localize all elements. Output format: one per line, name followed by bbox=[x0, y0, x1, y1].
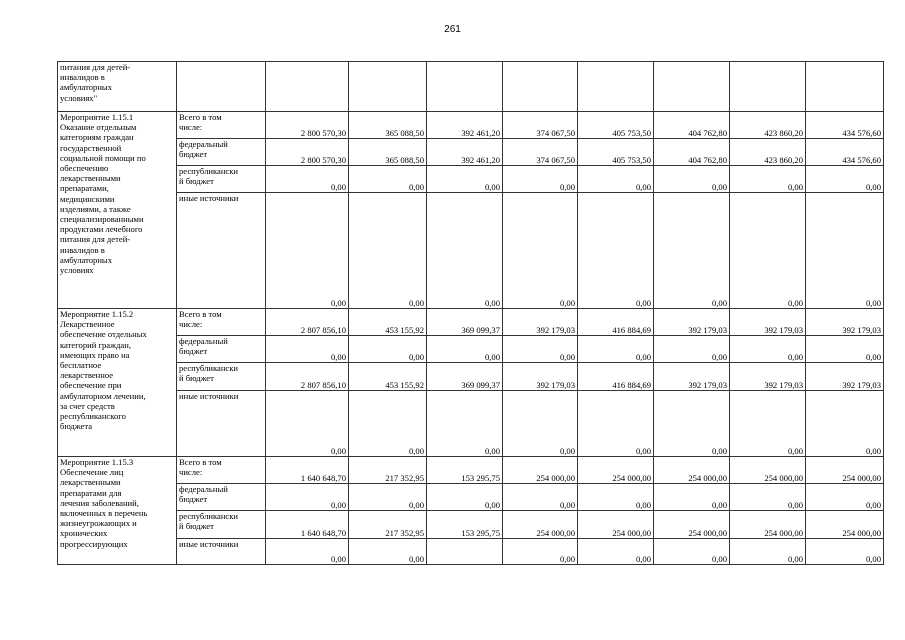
amount-cell: 0,00 bbox=[427, 336, 503, 363]
amount-cell: 1 640 648,70 bbox=[266, 511, 349, 539]
amount-cell: 392 179,03 bbox=[806, 363, 884, 391]
funding-row bbox=[58, 193, 884, 309]
funding-row bbox=[58, 112, 884, 139]
empty-cell bbox=[349, 62, 427, 112]
page-number: 261 bbox=[444, 24, 461, 35]
amount-cell: 0,00 bbox=[578, 539, 654, 565]
continuation-row bbox=[58, 62, 884, 112]
funding-source-cell: иные источники bbox=[177, 193, 266, 309]
amount-cell: 0,00 bbox=[730, 336, 806, 363]
amount-cell: 392 461,20 bbox=[427, 112, 503, 139]
amount-cell: 423 860,20 bbox=[730, 112, 806, 139]
amount-cell: 392 179,03 bbox=[730, 309, 806, 336]
funding-source-cell: республикански й бюджет bbox=[177, 166, 266, 193]
amount-cell: 254 000,00 bbox=[806, 511, 884, 539]
amount-cell: 254 000,00 bbox=[730, 457, 806, 484]
funding-row bbox=[58, 363, 884, 391]
funding-row bbox=[58, 511, 884, 539]
amount-cell: 404 762,80 bbox=[654, 139, 730, 166]
amount-cell: 0,00 bbox=[349, 166, 427, 193]
amount-cell: 392 461,20 bbox=[427, 139, 503, 166]
amount-cell: 0,00 bbox=[578, 484, 654, 511]
amount-cell: 0,00 bbox=[654, 193, 730, 309]
amount-cell: 0,00 bbox=[349, 336, 427, 363]
amount-cell: 416 884,69 bbox=[578, 309, 654, 336]
amount-cell: 0,00 bbox=[427, 193, 503, 309]
amount-cell: 0,00 bbox=[654, 336, 730, 363]
amount-cell: 0,00 bbox=[578, 193, 654, 309]
amount-cell: 453 155,92 bbox=[349, 363, 427, 391]
amount-cell: 392 179,03 bbox=[503, 363, 578, 391]
amount-cell: 0,00 bbox=[806, 336, 884, 363]
amount-cell: 254 000,00 bbox=[578, 457, 654, 484]
funding-row bbox=[58, 166, 884, 193]
amount-cell: 0,00 bbox=[730, 391, 806, 457]
amount-cell: 254 000,00 bbox=[654, 511, 730, 539]
empty-cell bbox=[654, 62, 730, 112]
amount-cell: 0,00 bbox=[730, 193, 806, 309]
amount-cell: 0,00 bbox=[427, 391, 503, 457]
amount-cell: 0,00 bbox=[578, 391, 654, 457]
empty-cell bbox=[266, 62, 349, 112]
empty-cell bbox=[427, 62, 503, 112]
amount-cell: 0,00 bbox=[266, 336, 349, 363]
amount-cell: 0,00 bbox=[806, 166, 884, 193]
amount-cell: 392 179,03 bbox=[654, 309, 730, 336]
amount-cell: 0,00 bbox=[806, 484, 884, 511]
funding-source-cell: иные источники bbox=[177, 539, 266, 565]
measure-name-cell: Мероприятие 1.15.1 Оказание отдельным категориям граждан государственной социальной помощи по обеспечению лекарственными препаратами, медицинскими изделиями, а также специализированными продуктами лечебного питания для детей- инвалидов в амбулаторных условиях bbox=[58, 112, 177, 309]
amount-cell: 0,00 bbox=[730, 484, 806, 511]
amount-cell: 0,00 bbox=[266, 193, 349, 309]
amount-cell: 405 753,50 bbox=[578, 112, 654, 139]
amount-cell: 0,00 bbox=[654, 391, 730, 457]
amount-cell: 0,00 bbox=[349, 539, 427, 565]
amount-cell: 2 807 856,10 bbox=[266, 309, 349, 336]
amount-cell: 0,00 bbox=[503, 539, 578, 565]
funding-source-cell: федеральный бюджет bbox=[177, 336, 266, 363]
funding-source-cell: Всего в том числе: bbox=[177, 457, 266, 484]
amount-cell: 453 155,92 bbox=[349, 309, 427, 336]
amount-cell: 0,00 bbox=[503, 391, 578, 457]
amount-cell: 0,00 bbox=[427, 166, 503, 193]
funding-row bbox=[58, 139, 884, 166]
funding-row bbox=[58, 539, 884, 565]
empty-cell bbox=[730, 62, 806, 112]
amount-cell: 0,00 bbox=[266, 539, 349, 565]
amount-cell: 0,00 bbox=[503, 193, 578, 309]
amount-cell: 254 000,00 bbox=[654, 457, 730, 484]
amount-cell bbox=[427, 539, 503, 565]
amount-cell: 404 762,80 bbox=[654, 112, 730, 139]
funding-source-cell: республикански й бюджет bbox=[177, 363, 266, 391]
funding-source-cell: Всего в том числе: bbox=[177, 112, 266, 139]
amount-cell: 0,00 bbox=[427, 484, 503, 511]
funding-row bbox=[58, 484, 884, 511]
amount-cell: 254 000,00 bbox=[806, 457, 884, 484]
amount-cell: 0,00 bbox=[654, 166, 730, 193]
budget-table bbox=[57, 61, 884, 565]
amount-cell: 2 807 856,10 bbox=[266, 363, 349, 391]
amount-cell: 0,00 bbox=[349, 391, 427, 457]
amount-cell: 365 088,50 bbox=[349, 112, 427, 139]
amount-cell: 405 753,50 bbox=[578, 139, 654, 166]
amount-cell: 0,00 bbox=[503, 336, 578, 363]
amount-cell: 0,00 bbox=[503, 166, 578, 193]
amount-cell: 0,00 bbox=[266, 391, 349, 457]
amount-cell: 0,00 bbox=[349, 484, 427, 511]
amount-cell: 392 179,03 bbox=[806, 309, 884, 336]
amount-cell: 0,00 bbox=[806, 193, 884, 309]
amount-cell: 0,00 bbox=[806, 539, 884, 565]
amount-cell: 392 179,03 bbox=[503, 309, 578, 336]
amount-cell: 416 884,69 bbox=[578, 363, 654, 391]
empty-cell bbox=[503, 62, 578, 112]
amount-cell: 0,00 bbox=[503, 484, 578, 511]
funding-source-cell: федеральный бюджет bbox=[177, 139, 266, 166]
amount-cell: 392 179,03 bbox=[654, 363, 730, 391]
amount-cell: 374 067,50 bbox=[503, 139, 578, 166]
amount-cell: 0,00 bbox=[349, 193, 427, 309]
amount-cell: 1 640 648,70 bbox=[266, 457, 349, 484]
amount-cell: 0,00 bbox=[578, 166, 654, 193]
amount-cell: 369 099,37 bbox=[427, 363, 503, 391]
amount-cell: 153 295,75 bbox=[427, 457, 503, 484]
amount-cell: 254 000,00 bbox=[730, 511, 806, 539]
amount-cell: 392 179,03 bbox=[730, 363, 806, 391]
amount-cell: 0,00 bbox=[730, 166, 806, 193]
amount-cell: 0,00 bbox=[806, 391, 884, 457]
amount-cell: 434 576,60 bbox=[806, 112, 884, 139]
amount-cell: 254 000,00 bbox=[503, 457, 578, 484]
amount-cell: 2 800 570,30 bbox=[266, 112, 349, 139]
funding-source-cell: Всего в том числе: bbox=[177, 309, 266, 336]
amount-cell: 254 000,00 bbox=[503, 511, 578, 539]
amount-cell: 369 099,37 bbox=[427, 309, 503, 336]
funding-row bbox=[58, 391, 884, 457]
funding-source-cell: республикански й бюджет bbox=[177, 511, 266, 539]
funding-source-cell: федеральный бюджет bbox=[177, 484, 266, 511]
amount-cell: 423 860,20 bbox=[730, 139, 806, 166]
measure-name-cell: питания для детей- инвалидов в амбулаторных условиях" bbox=[58, 62, 177, 112]
amount-cell: 374 067,50 bbox=[503, 112, 578, 139]
measure-name-cell: Мероприятие 1.15.2 Лекарственное обеспечение отдельных категорий граждан, имеющих право на бесплатное лекарственное обеспечение при амбулаторном лечении, за счет средств республиканского бюджета bbox=[58, 309, 177, 457]
amount-cell: 434 576,60 bbox=[806, 139, 884, 166]
amount-cell: 0,00 bbox=[654, 484, 730, 511]
empty-cell bbox=[177, 62, 266, 112]
amount-cell: 0,00 bbox=[654, 539, 730, 565]
amount-cell: 0,00 bbox=[266, 166, 349, 193]
amount-cell: 153 295,75 bbox=[427, 511, 503, 539]
funding-row bbox=[58, 336, 884, 363]
amount-cell: 217 352,95 bbox=[349, 457, 427, 484]
amount-cell: 2 800 570,30 bbox=[266, 139, 349, 166]
funding-row bbox=[58, 309, 884, 336]
amount-cell: 0,00 bbox=[266, 484, 349, 511]
amount-cell: 0,00 bbox=[730, 539, 806, 565]
amount-cell: 365 088,50 bbox=[349, 139, 427, 166]
amount-cell: 254 000,00 bbox=[578, 511, 654, 539]
measure-name-cell: Мероприятие 1.15.3 Обеспечение лиц лекарственными препаратами для лечения заболеваний, включенных в перечень жизнеугрожающих и хронических прогрессирующих bbox=[58, 457, 177, 565]
funding-row bbox=[58, 457, 884, 484]
amount-cell: 0,00 bbox=[578, 336, 654, 363]
empty-cell bbox=[578, 62, 654, 112]
amount-cell: 217 352,95 bbox=[349, 511, 427, 539]
empty-cell bbox=[806, 62, 884, 112]
funding-source-cell: иные источники bbox=[177, 391, 266, 457]
